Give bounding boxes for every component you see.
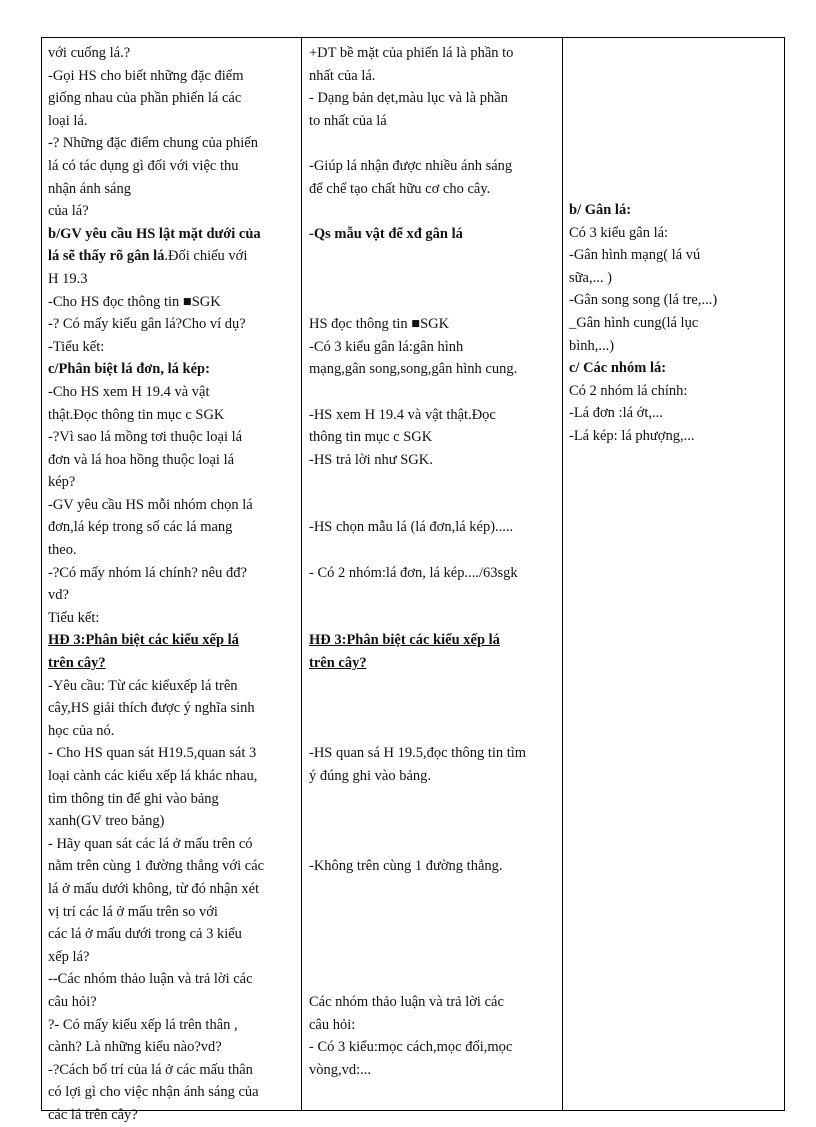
col2-line xyxy=(309,562,562,585)
col1-line xyxy=(48,132,301,155)
col1-line xyxy=(48,200,301,223)
col2-line xyxy=(309,788,562,811)
col2-line xyxy=(309,833,562,856)
col2-line xyxy=(309,742,562,765)
col1-line xyxy=(48,652,301,675)
col3-line-text: -Gân hình mạng( lá vú xyxy=(569,247,701,264)
col1-line xyxy=(48,87,301,110)
col1-line-text: vd? xyxy=(48,587,69,604)
col1-line xyxy=(48,42,301,65)
col1-line-text: đơn,lá kép trong số các lá mang xyxy=(48,519,233,536)
col1-line-text: của lá? xyxy=(48,203,89,220)
col2-line xyxy=(309,901,562,924)
col1-line-text: -?Có mấy nhóm lá chính? nêu đđ? xyxy=(48,564,247,581)
col1-line-text: câu hỏi? xyxy=(48,993,97,1010)
col1-line-text: loại lá. xyxy=(48,112,88,129)
col1-line xyxy=(48,562,301,585)
col2-line xyxy=(309,494,562,517)
col3-line xyxy=(569,402,785,425)
col1-line-text: -? Những đặc điểm chung của phiến xyxy=(48,135,258,152)
col1-line-text: học của nó. xyxy=(48,722,115,739)
col1-line-text: HĐ 3:Phân biệt các kiểu xếp lá xyxy=(48,632,239,649)
col1-line xyxy=(48,449,301,472)
col2-line xyxy=(309,652,562,675)
col2-line xyxy=(309,155,562,178)
col1-line xyxy=(48,584,301,607)
col1-line-text: với cuống lá.? xyxy=(48,45,131,61)
col2-line xyxy=(309,449,562,472)
col1-line xyxy=(48,1036,301,1059)
col1-line xyxy=(48,765,301,788)
col2-line xyxy=(309,1059,562,1082)
col1-line xyxy=(48,607,301,630)
col2-line-text: thông tin mục c SGK xyxy=(309,429,433,446)
col1-line xyxy=(48,1059,301,1082)
col2-line-text: -Giúp lá nhận được nhiều ánh sáng xyxy=(309,157,513,174)
col1-line xyxy=(48,245,301,268)
col1-line xyxy=(48,178,301,201)
col3-line-text: c/ Các nhóm lá: xyxy=(569,360,667,377)
col1-line-text: -Gọi HS cho biết những đặc điểm xyxy=(48,67,244,84)
col2-line xyxy=(309,42,562,65)
col1-line xyxy=(48,675,301,698)
col1-line-text: - Cho HS quan sát H19.5,quan sát 3 xyxy=(48,745,257,762)
col1-line xyxy=(48,471,301,494)
col2-line-text: ý đúng ghi vào bảng. xyxy=(309,768,432,784)
col2-line xyxy=(309,245,562,268)
col1-line-text: -?Vì sao lá mồng tơi thuộc loại lá xyxy=(48,429,243,446)
col2-line xyxy=(309,426,562,449)
col1-line-text: -?Cách bố trí của lá ở các mấu thân xyxy=(48,1061,253,1078)
col1-line-text: loại cành các kiểu xếp lá khác nhau, xyxy=(48,768,258,784)
col3-line xyxy=(569,222,785,245)
col1-line xyxy=(48,833,301,856)
col1-line xyxy=(48,1104,301,1127)
col3-line xyxy=(569,267,785,290)
col1-line-text: thật.Đọc thông tin mục c SGK xyxy=(48,406,225,423)
col1-line xyxy=(48,381,301,404)
col1-line xyxy=(48,336,301,359)
col1-line xyxy=(48,539,301,562)
col3-line-text: _Gân hình cung(lá lục xyxy=(569,314,699,331)
col1-line xyxy=(48,313,301,336)
col2-line xyxy=(309,358,562,381)
col1-line xyxy=(48,991,301,1014)
col1-line-text: tìm thông tin để ghi vào bảng xyxy=(48,790,219,807)
lesson-content-column xyxy=(563,38,785,1110)
col1-line xyxy=(48,720,301,743)
col1-line xyxy=(48,358,301,381)
col2-line xyxy=(309,675,562,698)
lesson-table xyxy=(41,37,785,1123)
col1-line xyxy=(48,923,301,946)
col2-line-text: -HS quan sá H 19.5,đọc thông tin tìm xyxy=(309,745,527,762)
col1-line-text: -Tiểu kết: xyxy=(48,338,105,355)
col2-line xyxy=(309,584,562,607)
col2-line-text: để chế tạo chất hữu cơ cho cây. xyxy=(309,180,491,197)
col1-line xyxy=(48,1081,301,1104)
col2-line-text: -Không trên cùng 1 đường thẳng. xyxy=(309,858,503,875)
col2-line xyxy=(309,765,562,788)
col1-line-text: -GV yêu cầu HS mỗi nhóm chọn lá xyxy=(48,496,253,513)
col1-line-text: cây,HS giải thích được ý nghĩa sinh xyxy=(48,700,255,717)
col1-line xyxy=(48,742,301,765)
col2-line xyxy=(309,878,562,901)
col1-line xyxy=(48,855,301,878)
col1-line xyxy=(48,901,301,924)
col1-line xyxy=(48,426,301,449)
col2-line-text: -Có 3 kiểu gân lá:gân hình xyxy=(309,338,464,355)
col2-line-text: - Có 3 kiểu:mọc cách,mọc đối,mọc xyxy=(309,1039,513,1056)
col2-line xyxy=(309,336,562,359)
col2-line xyxy=(309,923,562,946)
col2-line-text: - Có 2 nhóm:lá đơn, lá kép..../63sgk xyxy=(309,564,518,581)
col2-line-text: - Dạng bản dẹt,màu lục và là phần xyxy=(309,90,508,107)
col2-line-text: nhất của lá. xyxy=(309,67,376,84)
col2-line-text: câu hỏi: xyxy=(309,1016,356,1033)
col1-line xyxy=(48,494,301,517)
col1-line-text: vị trí các lá ở mấu trên so với xyxy=(48,903,218,920)
col3-line-text: -Gân song song (lá tre,...) xyxy=(569,292,718,309)
col1-line-text: b/GV yêu cầu HS lật mặt dưới của xyxy=(48,225,261,242)
col1-line xyxy=(48,946,301,969)
col2-line xyxy=(309,404,562,427)
col2-line-text: vòng,vd:... xyxy=(309,1061,372,1078)
col2-line-text: +DT bề mặt của phiến lá là phần to xyxy=(309,45,514,61)
col1-line-text: lá sẽ thấy rõ gân lá xyxy=(48,248,165,265)
col1-line xyxy=(48,291,301,314)
col1-line-text: -Cho HS đọc thông tin ■SGK xyxy=(48,293,221,310)
col1-line-text: kép? xyxy=(48,474,76,491)
col1-line-text: cành? Là những kiểu nào?vd? xyxy=(48,1039,222,1056)
col1-line xyxy=(48,788,301,811)
col2-line xyxy=(309,720,562,743)
col1-line-text: --Các nhóm thảo luận và trả lời các xyxy=(48,971,253,988)
col1-line xyxy=(48,404,301,427)
col3-line xyxy=(569,289,785,312)
col2-line xyxy=(309,539,562,562)
col1-line-text: lá có tác dụng gì đối với việc thu xyxy=(48,157,239,174)
col1-line-text: có lợi gì cho việc nhận ánh sáng của xyxy=(48,1084,259,1101)
col1-line xyxy=(48,697,301,720)
col2-line-text: trên cây? xyxy=(309,655,367,672)
col1-line-text: H 19.3 xyxy=(48,270,88,287)
col2-line xyxy=(309,268,562,291)
col3-line xyxy=(569,380,785,403)
col2-line xyxy=(309,855,562,878)
col1-line-text: nằm trên cùng 1 đường thẳng với các xyxy=(48,858,265,875)
col1-line xyxy=(48,878,301,901)
col2-line xyxy=(309,991,562,1014)
col2-line xyxy=(309,65,562,88)
col2-line xyxy=(309,87,562,110)
col1-line-text: xanh(GV treo bảng) xyxy=(48,813,165,830)
col2-line-text: -HS trả lời như SGK. xyxy=(309,451,433,468)
col3-line-text: b/ Gân lá: xyxy=(569,202,632,218)
col1-line-text: -Yêu cầu: Từ các kiểuxếp lá trên xyxy=(48,677,238,694)
col1-line-text: -? Có mấy kiểu gân lá?Cho ví dụ? xyxy=(48,316,246,333)
col1-line-text: ?- Có mấy kiểu xếp lá trên thân , xyxy=(48,1016,238,1033)
col1-line xyxy=(48,516,301,539)
col2-line-text: mạng,gân song,song,gân hình cung. xyxy=(309,361,518,378)
col3-line-text: -Lá đơn :lá ớt,... xyxy=(569,405,663,422)
col1-line-text: theo. xyxy=(48,542,77,559)
col3-line xyxy=(569,335,785,358)
col3-line xyxy=(569,312,785,335)
col3-line-text: -Lá kép: lá phượng,... xyxy=(569,427,695,444)
col2-line xyxy=(309,516,562,539)
col1-line xyxy=(48,1014,301,1037)
col1-line-text: đơn và lá hoa hồng thuộc loại lá xyxy=(48,451,235,468)
col2-line xyxy=(309,697,562,720)
col1-line xyxy=(48,65,301,88)
col2-line xyxy=(309,968,562,991)
col2-line-text: to nhất của lá xyxy=(309,112,387,129)
col1-line xyxy=(48,968,301,991)
col1-line-text: các lá ở mấu dưới trong cả 3 kiểu xyxy=(48,926,242,943)
col2-line xyxy=(309,381,562,404)
col2-line-text: -HS xem H 19.4 và vật thật.Đọc xyxy=(309,406,496,423)
col1-line xyxy=(48,110,301,133)
col3-line-text: bình,...) xyxy=(569,337,615,354)
col1-line xyxy=(48,629,301,652)
col2-line xyxy=(309,178,562,201)
col1-line-text: - Hãy quan sát các lá ở mấu trên có xyxy=(48,835,253,852)
col2-line xyxy=(309,607,562,630)
col1-line-text: các lá trên cây? xyxy=(48,1106,138,1123)
col1-line-rest: .Đối chiếu với xyxy=(164,248,248,265)
col2-line xyxy=(309,1014,562,1037)
col1-line-text: lá ở mấu dưới không, từ đó nhận xét xyxy=(48,880,260,897)
col1-line-text: trên cây? xyxy=(48,655,106,672)
student-activity-column xyxy=(302,38,563,1110)
col1-line-text: giống nhau của phần phiến lá các xyxy=(48,90,242,107)
col2-line-text: HĐ 3:Phân biệt các kiểu xếp lá xyxy=(309,632,500,649)
col1-line xyxy=(48,155,301,178)
col2-line xyxy=(309,110,562,133)
col3-line xyxy=(569,244,785,267)
col3-line-text: sữa,... ) xyxy=(569,269,612,286)
col2-line xyxy=(309,223,562,246)
col1-line-text: nhận ánh sáng xyxy=(48,180,131,197)
col1-line xyxy=(48,223,301,246)
col2-line-text: -Qs mẫu vật để xđ gân lá xyxy=(309,225,463,242)
col2-line xyxy=(309,200,562,223)
col2-line xyxy=(309,132,562,155)
col1-line xyxy=(48,268,301,291)
col1-line-text: Tiểu kết: xyxy=(48,609,100,626)
col2-line xyxy=(309,313,562,336)
col1-line-text: xếp lá? xyxy=(48,948,90,965)
col2-line xyxy=(309,629,562,652)
col2-line-text: HS đọc thông tin ■SGK xyxy=(309,316,450,333)
col3-line-text: Có 3 kiểu gân lá: xyxy=(569,224,669,241)
col2-line xyxy=(309,291,562,314)
col2-line-text: Các nhóm thảo luận và trả lời các xyxy=(309,993,504,1010)
col3-line xyxy=(569,425,785,448)
col3-line xyxy=(569,357,785,380)
col1-line-text: c/Phân biệt lá đơn, lá kép: xyxy=(48,361,210,378)
col1-line-text: -Cho HS xem H 19.4 và vật xyxy=(48,383,210,400)
col3-line xyxy=(569,199,785,222)
teacher-activity-column xyxy=(42,38,302,1123)
col3-line-text: Có 2 nhóm lá chính: xyxy=(569,382,688,399)
col2-line xyxy=(309,1036,562,1059)
col2-line xyxy=(309,946,562,969)
col1-line xyxy=(48,810,301,833)
col2-line xyxy=(309,471,562,494)
col2-line xyxy=(309,810,562,833)
col2-line-text: -HS chọn mẫu lá (lá đơn,lá kép)..... xyxy=(309,519,514,536)
